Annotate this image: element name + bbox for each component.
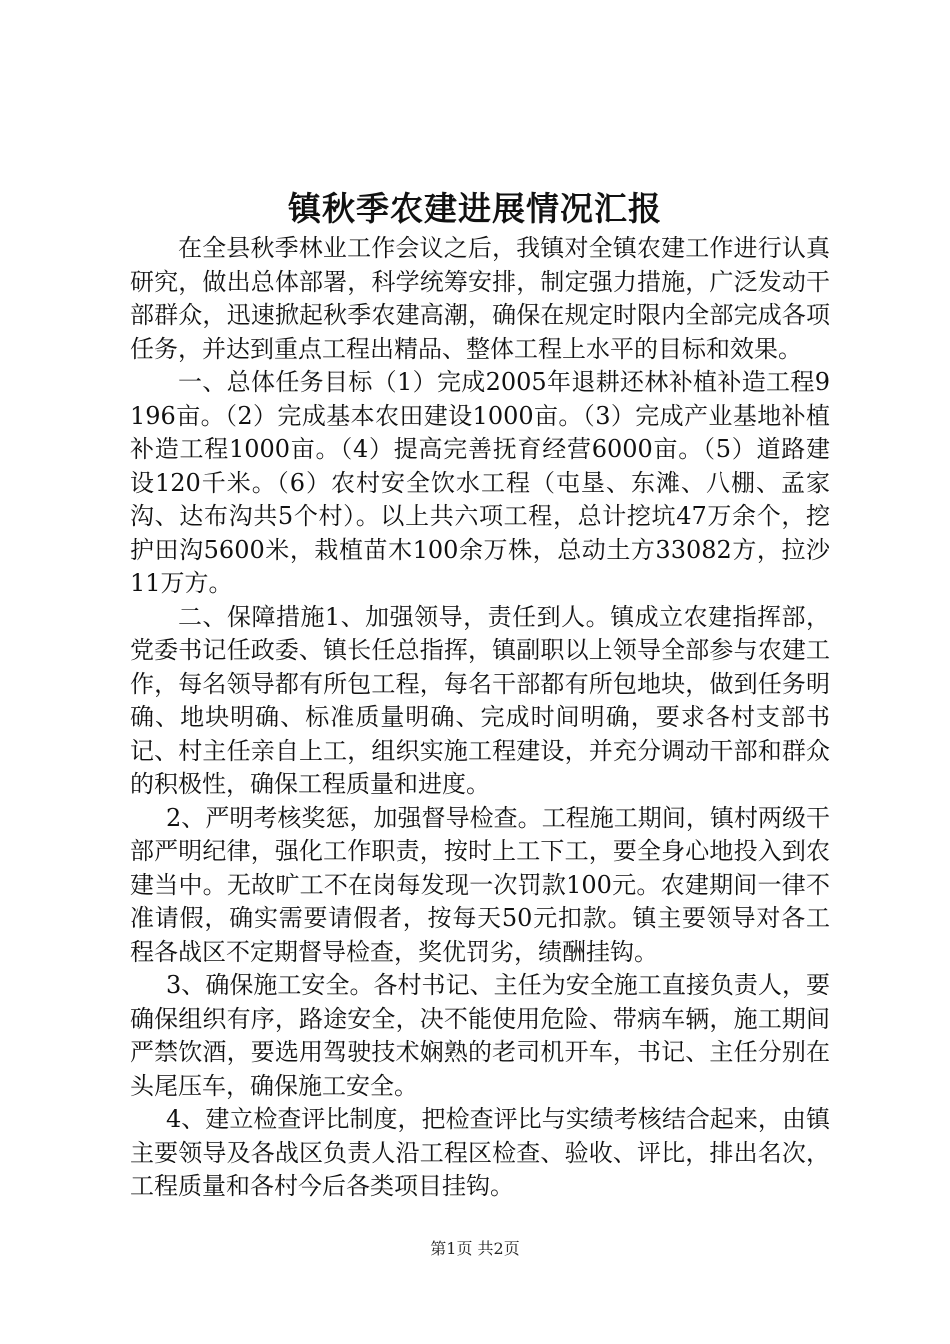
paragraph-safeguards: 二、保障措施1、加强领导，责任到人。镇成立农建指挥部，党委书记任政委、镇长任总指挥，镇副职以上领导全部参与农建工作，每名领导都有所包工程，每名干部都有所包地块，做到任务明确、地块明确、标准质量明确、完成时间明确，要求各村支部书记、村主任亲自上工，组织实施工程建设，并充分调动干部和群众的积极性，确保工程质量和进度。 [130,602,830,798]
document-title: 镇秋季农建进展情况汇报 [288,189,662,228]
paragraph-intro: 在全县秋季林业工作会议之后，我镇对全镇农建工作进行认真研究，做出总体部署，科学统筹安排，制定强力措施，广泛发动干部群众，迅速掀起秋季农建高潮，确保在规定时限内全部完成各项任务，并达到重点工程出精品、整体工程上水平的目标和效果。 [130,234,830,363]
document-body [130,232,830,1204]
page-number-footer: 第1页 共2页 [430,1239,520,1258]
paragraph-overall-goals: 一、总体任务目标（1）完成2005年退耕还林补植补造工程9196亩。（2）完成基本农田建设1000亩。（3）完成产业基地补植补造工程1000亩。（4）提高完善抚育经营6000亩。（5）道路建设120千米。（6）农村安全饮水工程（屯垦、东滩、八棚、孟家沟、达布沟共5个村）。以上共六项工程，总计挖坑47万余个，挖护田沟5600米，栽植苗木100余万株，总动土方33082方，拉沙11万方。 [130,368,830,597]
paragraph-inspection-system: 4、建立检查评比制度，把检查评比与实绩考核结合起来，由镇主要领导及各战区负责人沿工程区检查、验收、评比，排出名次，工程质量和各村今后各类项目挂钩。 [130,1105,830,1200]
paragraph-rewards-penalties: 2、严明考核奖惩，加强督导检查。工程施工期间，镇村两级干部严明纪律，强化工作职责，按时上工下工，要全身心地投入到农建当中。无故旷工不在岗每发现一次罚款100元。农建期间一律不准请假，确实需要请假者，按每天50元扣款。镇主要领导对各工程各战区不定期督导检查，奖优罚劣，绩酬挂钩。 [130,803,830,966]
paragraph-construction-safety: 3、确保施工安全。各村书记、主任为安全施工直接负责人，要确保组织有序，路途安全，决不能使用危险、带病车辆，施工期间严禁饮酒，要选用驾驶技术娴熟的老司机开车，书记、主任分别在头尾压车，确保施工安全。 [130,971,830,1100]
